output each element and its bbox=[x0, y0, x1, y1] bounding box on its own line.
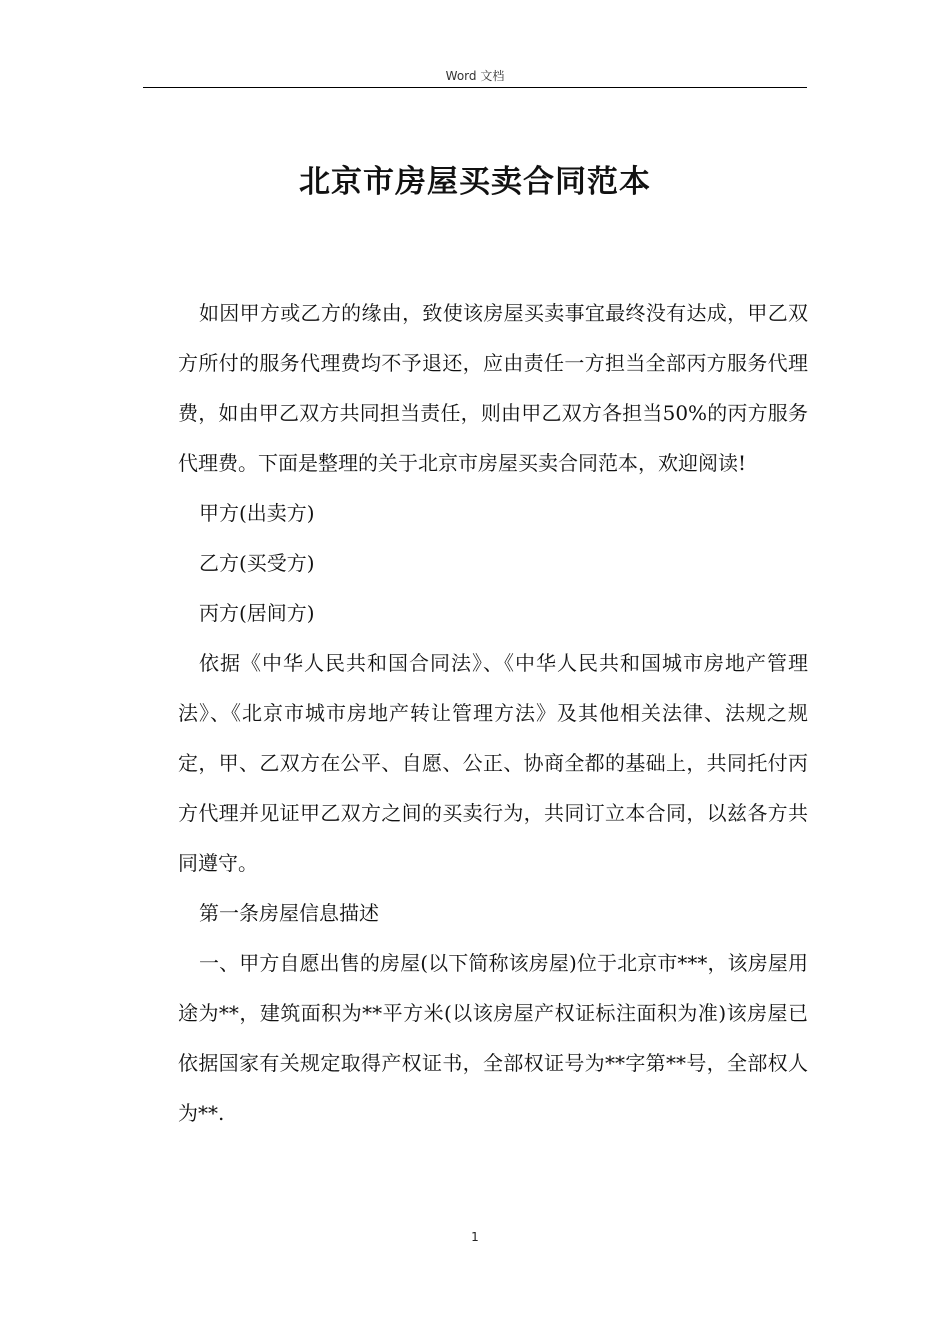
paragraph-legal-basis: 依据《中华人民共和国合同法》、《中华人民共和国城市房地产管理法》、《北京市城市房地产转让管理方法》及其他相关法律、法规之规定，甲、乙双方在公平、自愿、公正、协商全都的基础上，共同托付丙方代理并见证甲乙双方之间的买卖行为，共同订立本合同，以兹各方共同遵守。 bbox=[178, 651, 808, 875]
document-title: 北京市房屋买卖合同范本 bbox=[299, 164, 651, 200]
paragraph-intro: 如因甲方或乙方的缘由，致使该房屋买卖事宜最终没有达成，甲乙双方所付的服务代理费均不予退还，应由责任一方担当全部丙方服务代理费，如由甲乙双方共同担当责任，则由甲乙双方各担当50%的丙方服务代理费。下面是整理的关于北京市房屋买卖合同范本，欢迎阅读! bbox=[178, 301, 808, 475]
paragraph-party-b: 乙方(买受方) bbox=[199, 551, 315, 575]
paragraph-party-c: 丙方(居间方) bbox=[199, 601, 315, 625]
header-divider bbox=[143, 87, 807, 88]
page-number: 1 bbox=[471, 1230, 479, 1244]
paragraph-party-a: 甲方(出卖方) bbox=[199, 501, 315, 525]
paragraph-article-1-heading: 第一条房屋信息描述 bbox=[199, 901, 379, 925]
paragraph-article-1-clause-1: 一、甲方自愿出售的房屋(以下简称该房屋)位于北京市***，该房屋用途为**，建筑面积为**平方米(以该房屋产权证标注面积为准)该房屋已依据国家有关规定取得产权证书，全部权证号为**字第**号，全部权人为**. bbox=[178, 951, 808, 1125]
header-label: Word 文档 bbox=[445, 69, 505, 83]
document-body bbox=[178, 288, 808, 1138]
